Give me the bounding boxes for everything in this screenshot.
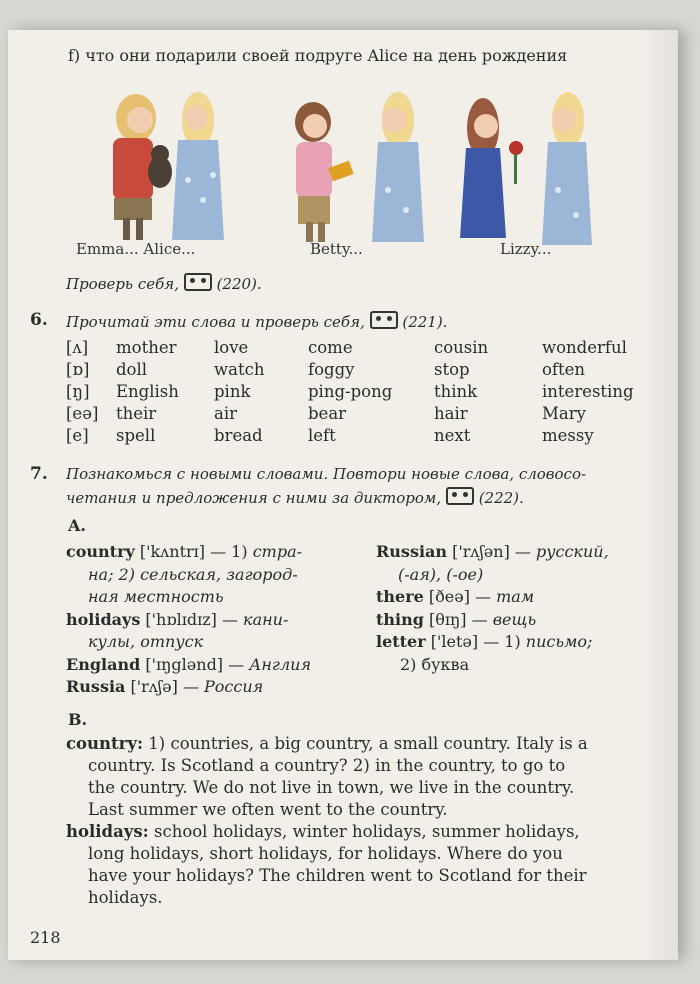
vocab-transcription: ['rʌʃən] — — [447, 542, 536, 561]
cassette-icon — [370, 311, 398, 329]
birthday-illustration — [68, 80, 628, 245]
label-lizzy: Lizzy... — [500, 240, 552, 258]
section-b-text: 1) countries, a big country, a small country. Italy is a — [143, 734, 588, 753]
ex6-title-num: (221). — [402, 313, 448, 331]
girl-emma-figure — [113, 94, 172, 240]
word-cell: messy — [542, 426, 594, 445]
word-cell: Mary — [542, 404, 586, 423]
vocab-line — [66, 632, 203, 651]
vocab-meaning: кулы, отпуск — [88, 632, 204, 651]
girl-alice-figure-3 — [542, 92, 592, 245]
vocab-meaning: 2) буква — [400, 654, 470, 674]
section-b-text: school holidays, winter holidays, summer holidays, — [148, 822, 580, 841]
vocab-word: thing — [376, 609, 424, 629]
vocab-line — [66, 542, 302, 561]
textbook-page — [8, 30, 678, 960]
vocab-transcription: [ðeə] — — [423, 587, 497, 606]
vocab-line — [376, 655, 469, 674]
ex7-title-line2 — [66, 487, 524, 507]
section-b-text: the country. We do not live in town, we live in the country. — [88, 778, 575, 797]
word-cell: foggy — [308, 360, 355, 379]
word-cell: left — [308, 426, 336, 445]
vocab-line — [66, 655, 311, 674]
word-cell: doll — [116, 360, 148, 379]
vocab-word: holidays — [66, 609, 141, 629]
vocab-line — [376, 610, 536, 629]
phoneme-symbol: [ɒ] — [66, 360, 90, 379]
ex6-title-text: Прочитай эти слова и проверь себя, — [66, 313, 365, 331]
word-cell: cousin — [434, 338, 489, 357]
word-cell: love — [214, 338, 249, 357]
section-b-text: holidays. — [88, 888, 163, 907]
section-b-line — [88, 778, 574, 797]
word-cell: pink — [214, 382, 251, 401]
vocab-line — [66, 677, 263, 696]
girl-alice-figure-2 — [372, 92, 424, 242]
vocab-transcription: ['hɒlɪdɪz] — — [140, 609, 244, 629]
word-cell: English — [116, 382, 179, 401]
girl-alice-figure-1 — [172, 92, 224, 240]
vocab-word: England — [66, 654, 141, 674]
ex6-title — [66, 311, 447, 331]
vocab-line — [66, 565, 298, 584]
section-b-line — [66, 734, 588, 753]
word-cell: spell — [116, 426, 156, 445]
word-cell: mother — [116, 338, 177, 357]
page-number: 218 — [30, 928, 61, 947]
vocab-transcription: ['kʌntrɪ] — 1) — [134, 542, 253, 561]
word-cell: often — [542, 360, 586, 379]
vocab-meaning: Англия — [249, 654, 312, 674]
vocab-meaning: русский, — [535, 542, 609, 561]
vocab-meaning: кани- — [243, 609, 289, 629]
vocab-transcription: ['ɪŋglənd] — — [140, 654, 250, 674]
word-cell: watch — [214, 360, 265, 379]
ex7-title-line1: Познакомься с новыми словами. Повтори новые слова, словосо- — [66, 465, 587, 483]
vocab-line — [66, 587, 224, 606]
section-b-text: country. Is Scotland a country? 2) in the country, to go to — [88, 756, 566, 775]
phoneme-symbol: [ʌ] — [66, 338, 89, 357]
page-shadow — [638, 30, 678, 960]
word-cell: think — [434, 382, 478, 401]
word-cell: next — [434, 426, 471, 445]
vocab-meaning: Россия — [204, 677, 264, 696]
vocab-line — [376, 542, 609, 561]
section-b-headword: holidays: — [66, 822, 149, 841]
section-b-label: B. — [68, 710, 88, 729]
vocab-line — [66, 610, 288, 629]
section-b-headword: country: — [66, 734, 144, 753]
vocab-meaning: вещь — [492, 609, 537, 629]
section-b-line — [88, 844, 563, 863]
intro-line: f) что они подарили своей подруге Alice на день рождения — [68, 46, 568, 65]
section-b-line — [88, 756, 565, 775]
check-yourself-text: Проверь себя, — [66, 275, 179, 293]
ex6-number: 6. — [30, 310, 48, 330]
vocab-word: Russian — [376, 542, 448, 561]
word-cell: air — [214, 404, 238, 423]
vocab-word: there — [376, 587, 424, 606]
section-a-label: A. — [68, 516, 86, 535]
section-b-text: long holidays, short holidays, for holidays. Where do you — [88, 844, 563, 863]
vocab-line — [376, 632, 592, 651]
phoneme-symbol: [e] — [66, 426, 89, 445]
word-cell: bread — [214, 426, 263, 445]
ex7-title-num: (222). — [478, 489, 524, 507]
vocab-meaning: стра- — [252, 542, 303, 561]
cassette-icon — [446, 487, 474, 505]
phoneme-symbol: [eə] — [66, 404, 99, 423]
vocab-meaning: на; 2) сельская, загород- — [88, 564, 298, 584]
vocab-line — [376, 565, 483, 584]
vocab-meaning: (-ая), (-ое) — [398, 564, 484, 584]
vocab-line — [376, 587, 534, 606]
word-cell: bear — [308, 404, 347, 423]
section-b-line — [66, 822, 580, 841]
cassette-icon — [184, 273, 212, 291]
girl-betty-figure — [295, 102, 354, 242]
vocab-transcription: ['letə] — 1) — [425, 632, 526, 651]
section-b-line — [88, 800, 448, 819]
section-b-line — [88, 888, 163, 907]
word-cell: interesting — [542, 382, 634, 401]
word-cell: hair — [434, 404, 468, 423]
vocab-meaning: ная местность — [88, 587, 224, 606]
word-cell: their — [116, 404, 157, 423]
vocab-word: letter — [376, 632, 426, 651]
ex7-title-line2-text: четания и предложения с ними за диктором, — [66, 489, 442, 507]
vocab-meaning: там — [496, 587, 535, 606]
girl-lizzy-figure — [460, 98, 523, 238]
section-b-text: Last summer we often went to the country. — [88, 800, 448, 819]
vocab-transcription: [θɪŋ] — — [423, 609, 493, 629]
vocab-word: country — [66, 542, 135, 561]
label-betty: Betty... — [310, 240, 363, 258]
check-yourself-220 — [66, 273, 262, 293]
word-cell: ping-pong — [308, 382, 393, 401]
vocab-transcription: ['rʌʃə] — — [125, 677, 205, 696]
section-b-text: have your holidays? The children went to Scotland for their — [88, 866, 587, 885]
ex7-number: 7. — [30, 464, 48, 484]
word-cell: wonderful — [542, 338, 627, 357]
word-cell: stop — [434, 360, 470, 379]
word-cell: come — [308, 338, 353, 357]
label-emma-alice: Emma... Alice... — [76, 240, 196, 258]
vocab-word: Russia — [66, 677, 126, 696]
phoneme-symbol: [ŋ] — [66, 382, 90, 401]
vocab-meaning: письмо; — [525, 632, 593, 651]
section-b-line — [88, 866, 587, 885]
check-yourself-num: (220). — [216, 275, 262, 293]
